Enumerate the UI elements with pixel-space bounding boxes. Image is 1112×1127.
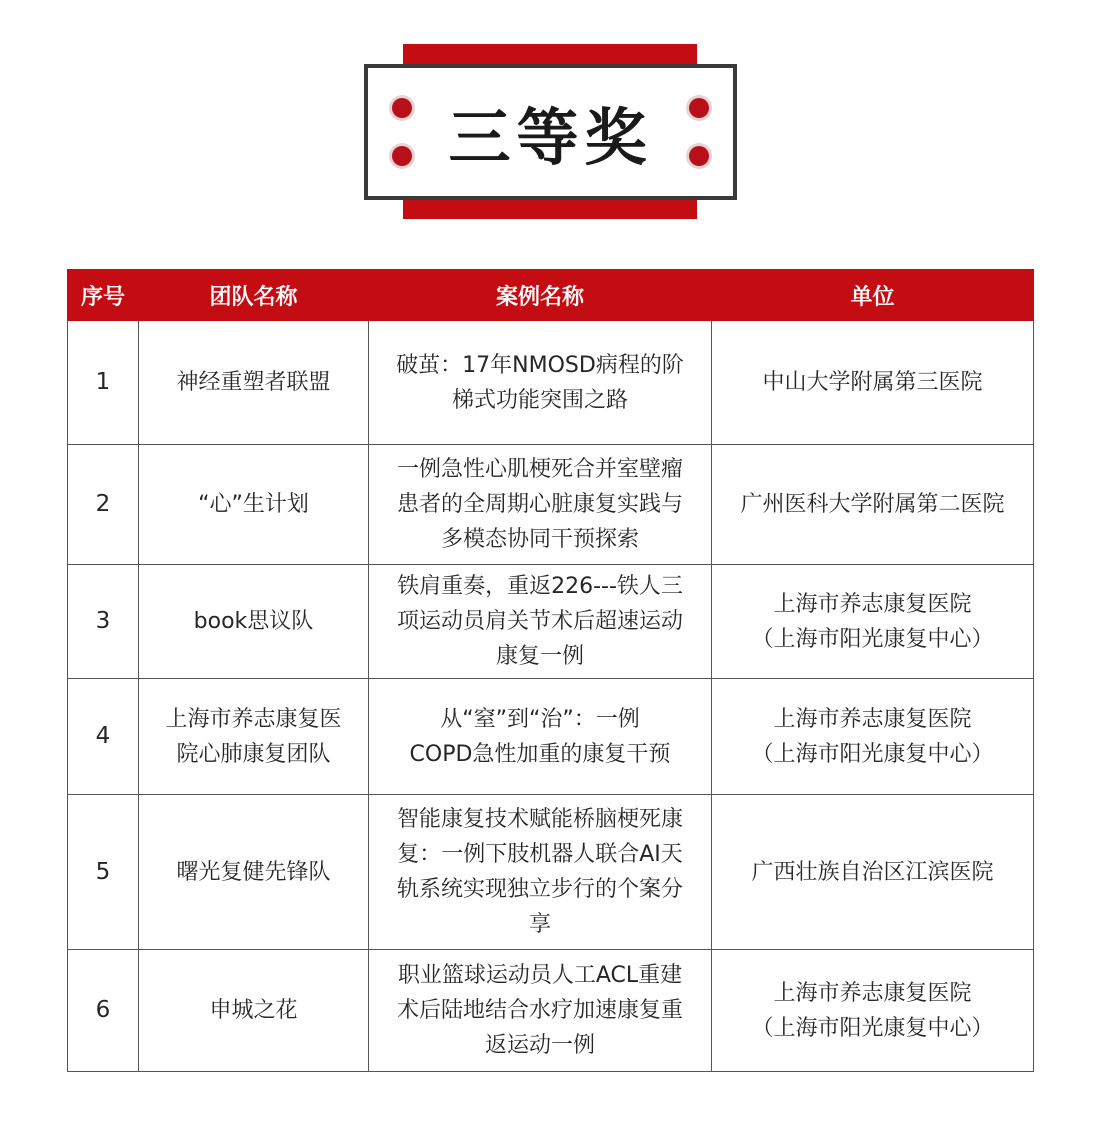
case-name-line: 梯式功能突围之路	[451, 387, 628, 413]
decorative-dot-icon	[689, 146, 709, 166]
table-row	[68, 445, 1034, 565]
awards-table	[67, 269, 1034, 1072]
case-name-line: 复：一例下肢机器人联合AI天	[397, 842, 683, 867]
case-name-line: 术后陆地结合水疗加速康复重	[396, 998, 683, 1023]
award-banner	[364, 64, 737, 200]
decorative-dot-icon	[689, 98, 709, 118]
decorative-dot-icon	[392, 98, 412, 118]
team-name	[139, 321, 369, 445]
case-name	[369, 565, 712, 679]
table-row	[68, 679, 1034, 795]
case-name-line: 从“窒”到“治”：一例	[440, 706, 640, 732]
case-name-line: 享	[528, 912, 551, 937]
team-name-line: 神经重塑者联盟	[176, 370, 331, 395]
unit-name-line: 上海市养志康复医院	[773, 706, 972, 732]
row-number: 3	[68, 565, 139, 679]
unit-name	[712, 565, 1034, 679]
unit-name-line: （上海市阳光康复中心）	[751, 626, 994, 652]
case-name-line: 破茧：17年NMOSD病程的阶	[396, 352, 684, 378]
header-case: 案例名称	[369, 270, 712, 321]
unit-name	[712, 679, 1034, 795]
team-name-line: “心”生计划	[198, 492, 309, 517]
team-name	[139, 950, 369, 1072]
case-name	[369, 795, 712, 950]
unit-name	[712, 795, 1034, 950]
unit-name	[712, 445, 1034, 565]
unit-name-line: 上海市养志康复医院	[773, 980, 972, 1006]
case-name-line: 职业篮球运动员人工ACL重建	[397, 963, 683, 988]
team-name-line: 上海市养志康复医	[165, 706, 342, 732]
case-name-line: 患者的全周期心脏康复实践与	[396, 492, 683, 517]
unit-name-line: 广州医科大学附属第二医院	[740, 492, 1005, 517]
banner-bottom-band	[403, 199, 697, 219]
unit-name-line: 广西壮族自治区江滨医院	[751, 859, 994, 885]
case-name-line: 轨系统实现独立步行的个案分	[396, 877, 683, 902]
case-name-line: COPD急性加重的康复干预	[409, 741, 671, 767]
unit-name-line: 上海市养志康复医院	[773, 591, 972, 617]
row-number: 1	[68, 321, 139, 445]
row-number: 5	[68, 795, 139, 950]
case-name-line: 返运动一例	[484, 1033, 595, 1058]
table-row	[68, 321, 1034, 445]
table-header-row	[68, 270, 1034, 321]
case-name	[369, 321, 712, 445]
table-row	[68, 795, 1034, 950]
award-title: 三等奖	[448, 100, 653, 174]
case-name-line: 铁肩重奏，重返226---铁人三	[397, 574, 683, 599]
banner-top-band	[403, 44, 697, 64]
team-name	[139, 679, 369, 795]
team-name-line: book思议队	[193, 609, 314, 634]
row-number: 4	[68, 679, 139, 795]
case-name-line: 项运动员肩关节术后超速运动	[396, 609, 683, 634]
row-number: 6	[68, 950, 139, 1072]
case-name	[369, 445, 712, 565]
case-name	[369, 679, 712, 795]
team-name	[139, 795, 369, 950]
unit-name-line: 中山大学附属第三医院	[762, 370, 983, 395]
case-name-line: 一例急性心肌梗死合并室壁瘤	[396, 457, 683, 482]
case-name-line: 多模态协同干预探索	[440, 527, 639, 552]
team-name-line: 院心肺康复团队	[176, 741, 331, 767]
team-name-line: 申城之花	[209, 998, 298, 1023]
header-team: 团队名称	[139, 270, 369, 321]
unit-name	[712, 321, 1034, 445]
header-unit: 单位	[712, 270, 1034, 321]
unit-name-line: （上海市阳光康复中心）	[751, 1015, 994, 1041]
team-name	[139, 565, 369, 679]
table-row	[68, 565, 1034, 679]
case-name-line: 康复一例	[495, 644, 584, 669]
decorative-dot-icon	[392, 146, 412, 166]
row-number: 2	[68, 445, 139, 565]
team-name-line: 曙光复健先锋队	[176, 859, 331, 885]
case-name	[369, 950, 712, 1072]
team-name	[139, 445, 369, 565]
header-number: 序号	[68, 270, 139, 321]
table-row	[68, 950, 1034, 1072]
unit-name-line: （上海市阳光康复中心）	[751, 741, 994, 767]
case-name-line: 智能康复技术赋能桥脑梗死康	[396, 807, 683, 832]
unit-name	[712, 950, 1034, 1072]
